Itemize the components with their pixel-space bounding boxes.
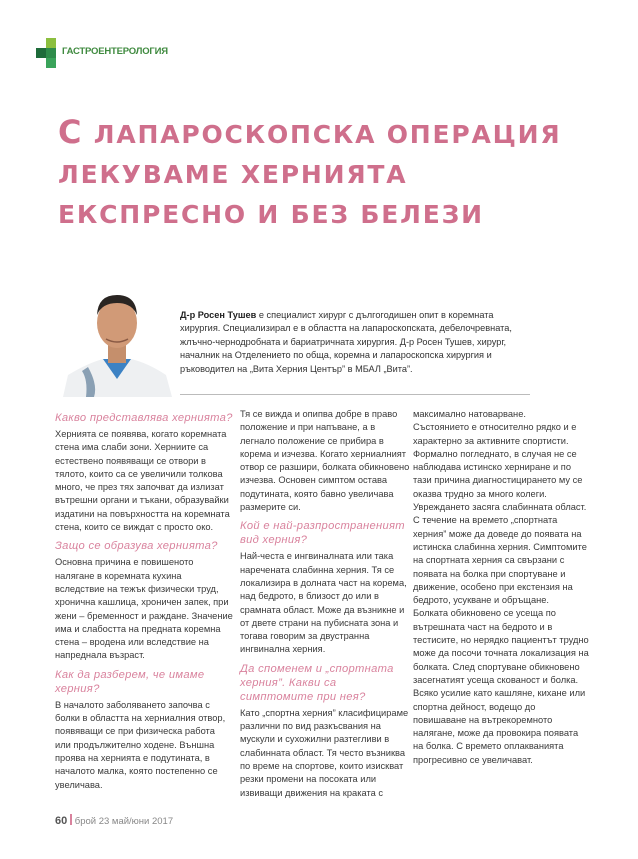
column-2 xyxy=(240,408,410,805)
author-photo xyxy=(58,275,176,397)
heading-most-common-type: Кой е най-разпространеният вид херния? xyxy=(240,520,405,547)
paragraph: Увреждането засяга слабинната област. С течение на времето „спортната херния” може да доведе до появата на истинска слабинна херния. Симптомите на спортната херния са свързани с появата на болка при спортуване и движение, особено при екстензия на бедрото, усукване и обръщане. xyxy=(413,502,587,606)
heading-how-to-recognize: Как да разберем, че имаме херния? xyxy=(55,668,205,695)
title-line-2: ЛЕКУВАМЕ ХЕРНИЯТА xyxy=(58,160,408,189)
paragraph: Тя се вижда и опипва добре в право положение и при напъване, а в легнало положение се прибира в корема и изчезва. Когато херниалният отвор се разшири, болката обикновено изчезва. Основен симптом остава подутината, която бавно увеличава размерите си. xyxy=(240,409,410,513)
column-1 xyxy=(55,408,233,797)
section-label: ГАСТРОЕНТЕРОЛОГИЯ xyxy=(62,46,168,57)
page-number: 60 xyxy=(55,815,68,827)
paragraph: максимално натоварване. xyxy=(413,409,526,419)
title-initial: С xyxy=(58,113,84,151)
title-line-1: ЛАПАРОСКОПСКА ОПЕРАЦИЯ xyxy=(83,120,562,149)
page-footer xyxy=(55,814,173,827)
title-line-3: ЕКСПРЕСНО И БЕЗ БЕЛЕЗИ xyxy=(58,200,484,229)
column-3 xyxy=(413,408,589,767)
paragraph: Най-честа е ингвиналната или така наречената слабинна херния. Тя се локализира в долната част на корема, над бедрото, в близост до или в срамната област. Може да възникне и от двете страни на пубисната зона и тогава говорим за двустранна ингвинална херния. xyxy=(240,551,407,655)
paragraph: Като „спортна херния” класифицираме различни по вид разкъсвания на мускули и сухожилни разтегливи в слабинната област. Тя често възниква по време на спортове, които изискват резки промени на посоката или извиващи движения на краката с xyxy=(240,707,409,798)
issue-info: брой 23 май/юни 2017 xyxy=(74,816,174,827)
paragraph: Основна причина е повишеното налягане в коремната кухина вследствие на тежък физически труд, хронична кашлица, хроничен запек, при жени – бременност и раждане. Значение има и слабостта на предната коремна стена – вродена или вследствие на напреднала възраст. xyxy=(55,557,233,661)
article-title xyxy=(58,112,598,235)
paragraph: В началото заболяването започва с болки в областта на херниалния отвор, появяващи се при физическа работа или продължително ходене. Външна проява на хернията е подутината, в началото малка, която постепенно се увеличава. xyxy=(55,699,226,790)
paragraph: Хернията се появява, когато коремната стена има слаби зони. Херниите са естествено появяващи се отвори в тялото, които са се увеличили толкова много, че през тях започват да излизат вътрешни органи и тъкани, образувайки издатини на повърхността на коремната стена, които се виждат с просто око. xyxy=(55,429,230,533)
author-bio xyxy=(180,309,525,376)
heading-sports-hernia: Да споменем и „спортната херния”. Какви са симптомите при нея? xyxy=(240,662,394,703)
divider xyxy=(180,394,530,395)
paragraph: Болката обикновено се усеща по вътрешната част на бедрото и в тестисите, но нерядко пациентът трудно може да посочи точната локализация на болката. След спортуване обикновено засегнатият усеща скованост и болка. Всяко усилие като кашляне, кихане или спортна дейност, водещо до повишаване на вътрекоремното налягане, може да провокира появата на болка. С времето оплакванията прогресивно се увеличават. xyxy=(413,608,589,765)
author-name: Д-р Росен Тушев xyxy=(180,310,257,320)
heading-why-hernia-forms: Защо се образува хернията? xyxy=(55,540,218,553)
heading-what-is-hernia: Какво представлява хернията? xyxy=(55,412,233,424)
paragraph: Състоянието е относително рядко и е характерно за активните спортисти. Формално погледнато, в случая не се наблюдава истинско херниране и по тази причина диагностицирането му се оказва трудно за много колеги. xyxy=(413,422,583,499)
footer-divider xyxy=(70,814,72,825)
author-bio-text: е специалист хирург с дългогодишен опит в коремната хирургия. Специализирал е в областта на лапароскопската, дебелочревната, жлъчно-чернодробната и бариатричната хирургия. Д-р Росен Тушев, хирург, началник на Отделението по обща, коремна и лапароскопска хирургия и ръководител на „Вита Херния Център” в МБАЛ „Вита”. xyxy=(180,310,512,374)
